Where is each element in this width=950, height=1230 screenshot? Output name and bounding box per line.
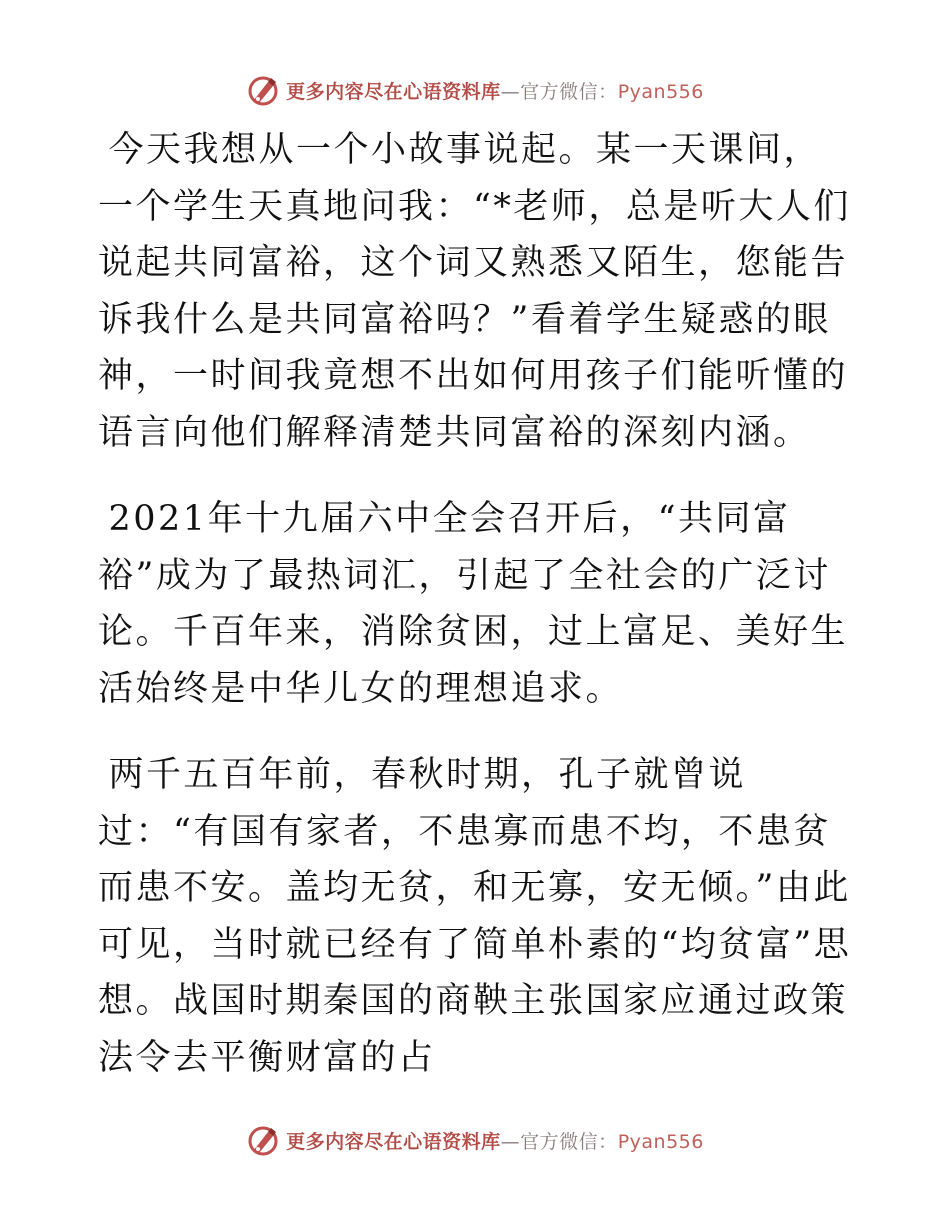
header-dash: — <box>500 80 521 103</box>
footer-label: 更多内容尽在心语资料库 <box>286 1130 501 1153</box>
paragraph-1: 今天我想从一个小故事说起。某一天课间，一个学生天真地问我：“*老师，总是听大人们说起共同富裕，这个词又熟悉又陌生，您能告诉我什么是共同富裕吗？”看着学生疑惑的眼神，一时间我竟想不出如何用孩子们能听懂的语言向他们解释清楚共同富裕的深刻内涵。 <box>98 130 851 453</box>
header-banner <box>0 70 950 110</box>
header-label: 更多内容尽在心语资料库 <box>286 80 501 103</box>
document-body <box>98 122 858 1116</box>
header-wechat-label: 官方微信： <box>520 80 618 103</box>
footer-banner <box>0 1120 950 1160</box>
paragraph-3: 两千五百年前，春秋时期，孔子就曾说过：“有国有家者，不患寡而患不均，不患贫而患不安。盖均无贫，和无寡，安无倾。”由此可见，当时就已经有了简单朴素的“均贫富”思想。战国时期秦国的商鞅主张国家应通过政策法令去平衡财富的占 <box>98 755 852 1078</box>
footer-wechat-id: Pyan556 <box>617 1130 704 1153</box>
footer-text <box>286 1127 704 1154</box>
pen-circle-logo-icon <box>246 1123 280 1157</box>
pen-circle-logo-icon <box>246 73 280 107</box>
header-text <box>286 77 704 104</box>
header-wechat-id: Pyan556 <box>617 80 704 103</box>
footer-wechat-label: 官方微信： <box>520 1130 618 1153</box>
paragraph-2: 2021年十九届六中全会召开后，“共同富裕”成为了最热词汇，引起了全社会的广泛讨论。千百年来，消除贫困，过上富足、美好生活始终是中华儿女的理想追求。 <box>98 499 849 709</box>
footer-dash: — <box>500 1130 521 1153</box>
